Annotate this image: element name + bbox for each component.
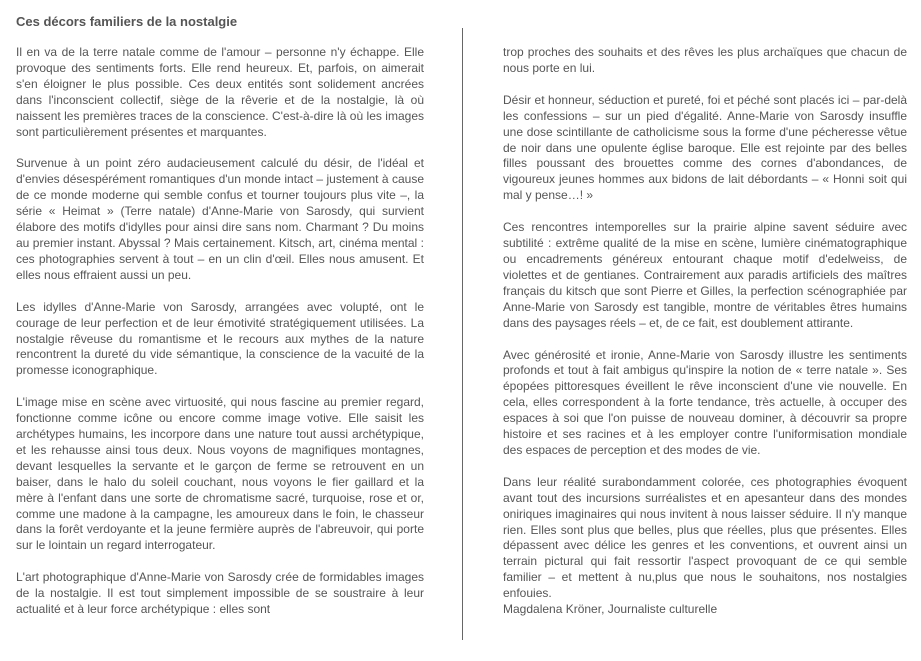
- paragraph: Survenue à un point zéro audacieusement calculé du désir, de l'idéal et d'envies désespérément romantiques d'un monde intact – justement à cause de ce monde moderne qui semble confus et tourner toujours plus vite –, la série « Heimat » (Terre natale) d'Anne-Marie von Sarosdy, qui survient élabore des motifs d'idylles pour ainsi dire sans nom. Charmant ? Du moins au premier instant. Abyssal ? Mais certainement. Kitsch, art, cinéma mental : ces photographies servent à tout – en un clin d'œil. Elles nous amusent. Et elles nous effraient aussi un peu.: [16, 156, 424, 282]
- paragraph: Ces rencontres intemporelles sur la prairie alpine savent séduire avec subtilité : extrême qualité de la mise en scène, lumière cinématographique ou encadrements généreux entourant chaque motif d'edelweiss, de violettes et de gentianes. Contrairement aux paradis artificiels des maîtres français du kitsch que sont Pierre et Gilles, la perfection scénographiée par Anne-Marie von Sarosdy est tangible, montre de véritables êtres humains dans des paysages réels – et, de ce fait, est doublement attirante.: [503, 220, 907, 330]
- paragraph: Il en va de la terre natale comme de l'amour – personne n'y échappe. Elle provoque des sentiments forts. Elle rend heureux. Et, parfois, on aimerait s'en éloigner le plus possible. Ces deux entités sont solidement ancrées dans l'inconscient collectif, siège de la rêverie et de la nostalgie, là où naissent les premières traces de la conscience. C'est-à-dire là où les images sont particulièrement présentes et marquantes.: [16, 45, 424, 139]
- paragraph: Désir et honneur, séduction et pureté, foi et péché sont placés ici – par-delà les confessions – sur un pied d'égalité. Anne-Marie von Sarosdy insuffle une dose scintillante de catholicisme sous la forme d'une pécheresse vêtue de noir dans une opulente église baroque. Elle est rejointe par des belles filles poussant des brouettes comme des cornes d'abondances, de vigoureux jeunes hommes aux bidons de lait débordants – « Honni soit qui mal y pense…! »: [503, 92, 907, 203]
- column-divider: [462, 28, 463, 640]
- paragraph: Dans leur réalité surabondamment colorée, ces photographies évoquent avant tout des incursions surréalistes et en apesanteur dans des mondes oniriques imaginaires qui nous invitent à nous laisser séduire. Il n'y manque rien. Elles sont plus que belles, plus que réelles, plus que présentes. Elles dépassent avec délice les genres et les conventions, et ouvrent ainsi un terrain pictural qui fait ressortir l'aspect provoquant de ce qui semble familier – et mettent à nu,plus que nous le souhaitons, nos nostalgies enfouies.: [503, 474, 907, 601]
- paragraph: Les idylles d'Anne-Marie von Sarosdy, arrangées avec volupté, ont le courage de leur perfection et de leur émotivité stratégiquement utilisées. La nostalgie rêveuse du romantisme et le recours aux mythes de la nature rencontrent la dureté du vide sémantique, la conscience de la vacuité de la promesse iconographique.: [16, 299, 424, 378]
- right-column: [503, 45, 907, 618]
- paragraph: Avec générosité et ironie, Anne-Marie von Sarosdy illustre les sentiments profonds et tout à fait ambigus qu'inspire la notion de « terre natale ». Ses épopées pittoresques éveillent le rêve inconscient d'une vie nouvelle. En cela, elles correspondent à la forte tendance, très actuelle, à occuper des espaces à soi que l'on puisse de nouveau dominer, à découvrir sa propre histoire et ses racines et à les employer contre l'uniformisation mondiale des espaces de perception et des modes de vie.: [503, 347, 907, 457]
- article-title: Ces décors familiers de la nostalgie: [16, 14, 238, 29]
- left-column: [16, 45, 424, 618]
- paragraph: trop proches des souhaits et des rêves les plus archaïques que chacun de nous porte en lui.: [503, 45, 907, 75]
- paragraph: L'image mise en scène avec virtuosité, qui nous fascine au premier regard, fonctionne comme icône ou encore comme image votive. Elle saisit les archétypes humains, les incorpore dans une nature tout aussi archétypique, et les rehausse ainsi tous deux. Nous voyons de magnifiques montagnes, devant lesquelles la servante et le garçon de ferme se retrouvent en un baiser, dans le halo du soleil couchant, nous voyons le fier gaillard et la mère à l'enfant dans une sorte de chromatisme sacré, turquoise, rose et or, comme une madone à la campagne, les amoureux dans le foin, le chasseur dans la forêt verdoyante et la jeune fermière auprès de l'abreuvoir, qui porte sur le lointain un regard interrogateur.: [16, 395, 424, 553]
- author-signature: Magdalena Kröner, Journaliste culturelle: [503, 602, 718, 617]
- paragraph: L'art photographique d'Anne-Marie von Sarosdy crée de formidables images de la nostalgie. Il est tout simplement impossible de se soustraire à leur actualité et à leur force archétypique : elles sont: [16, 570, 424, 617]
